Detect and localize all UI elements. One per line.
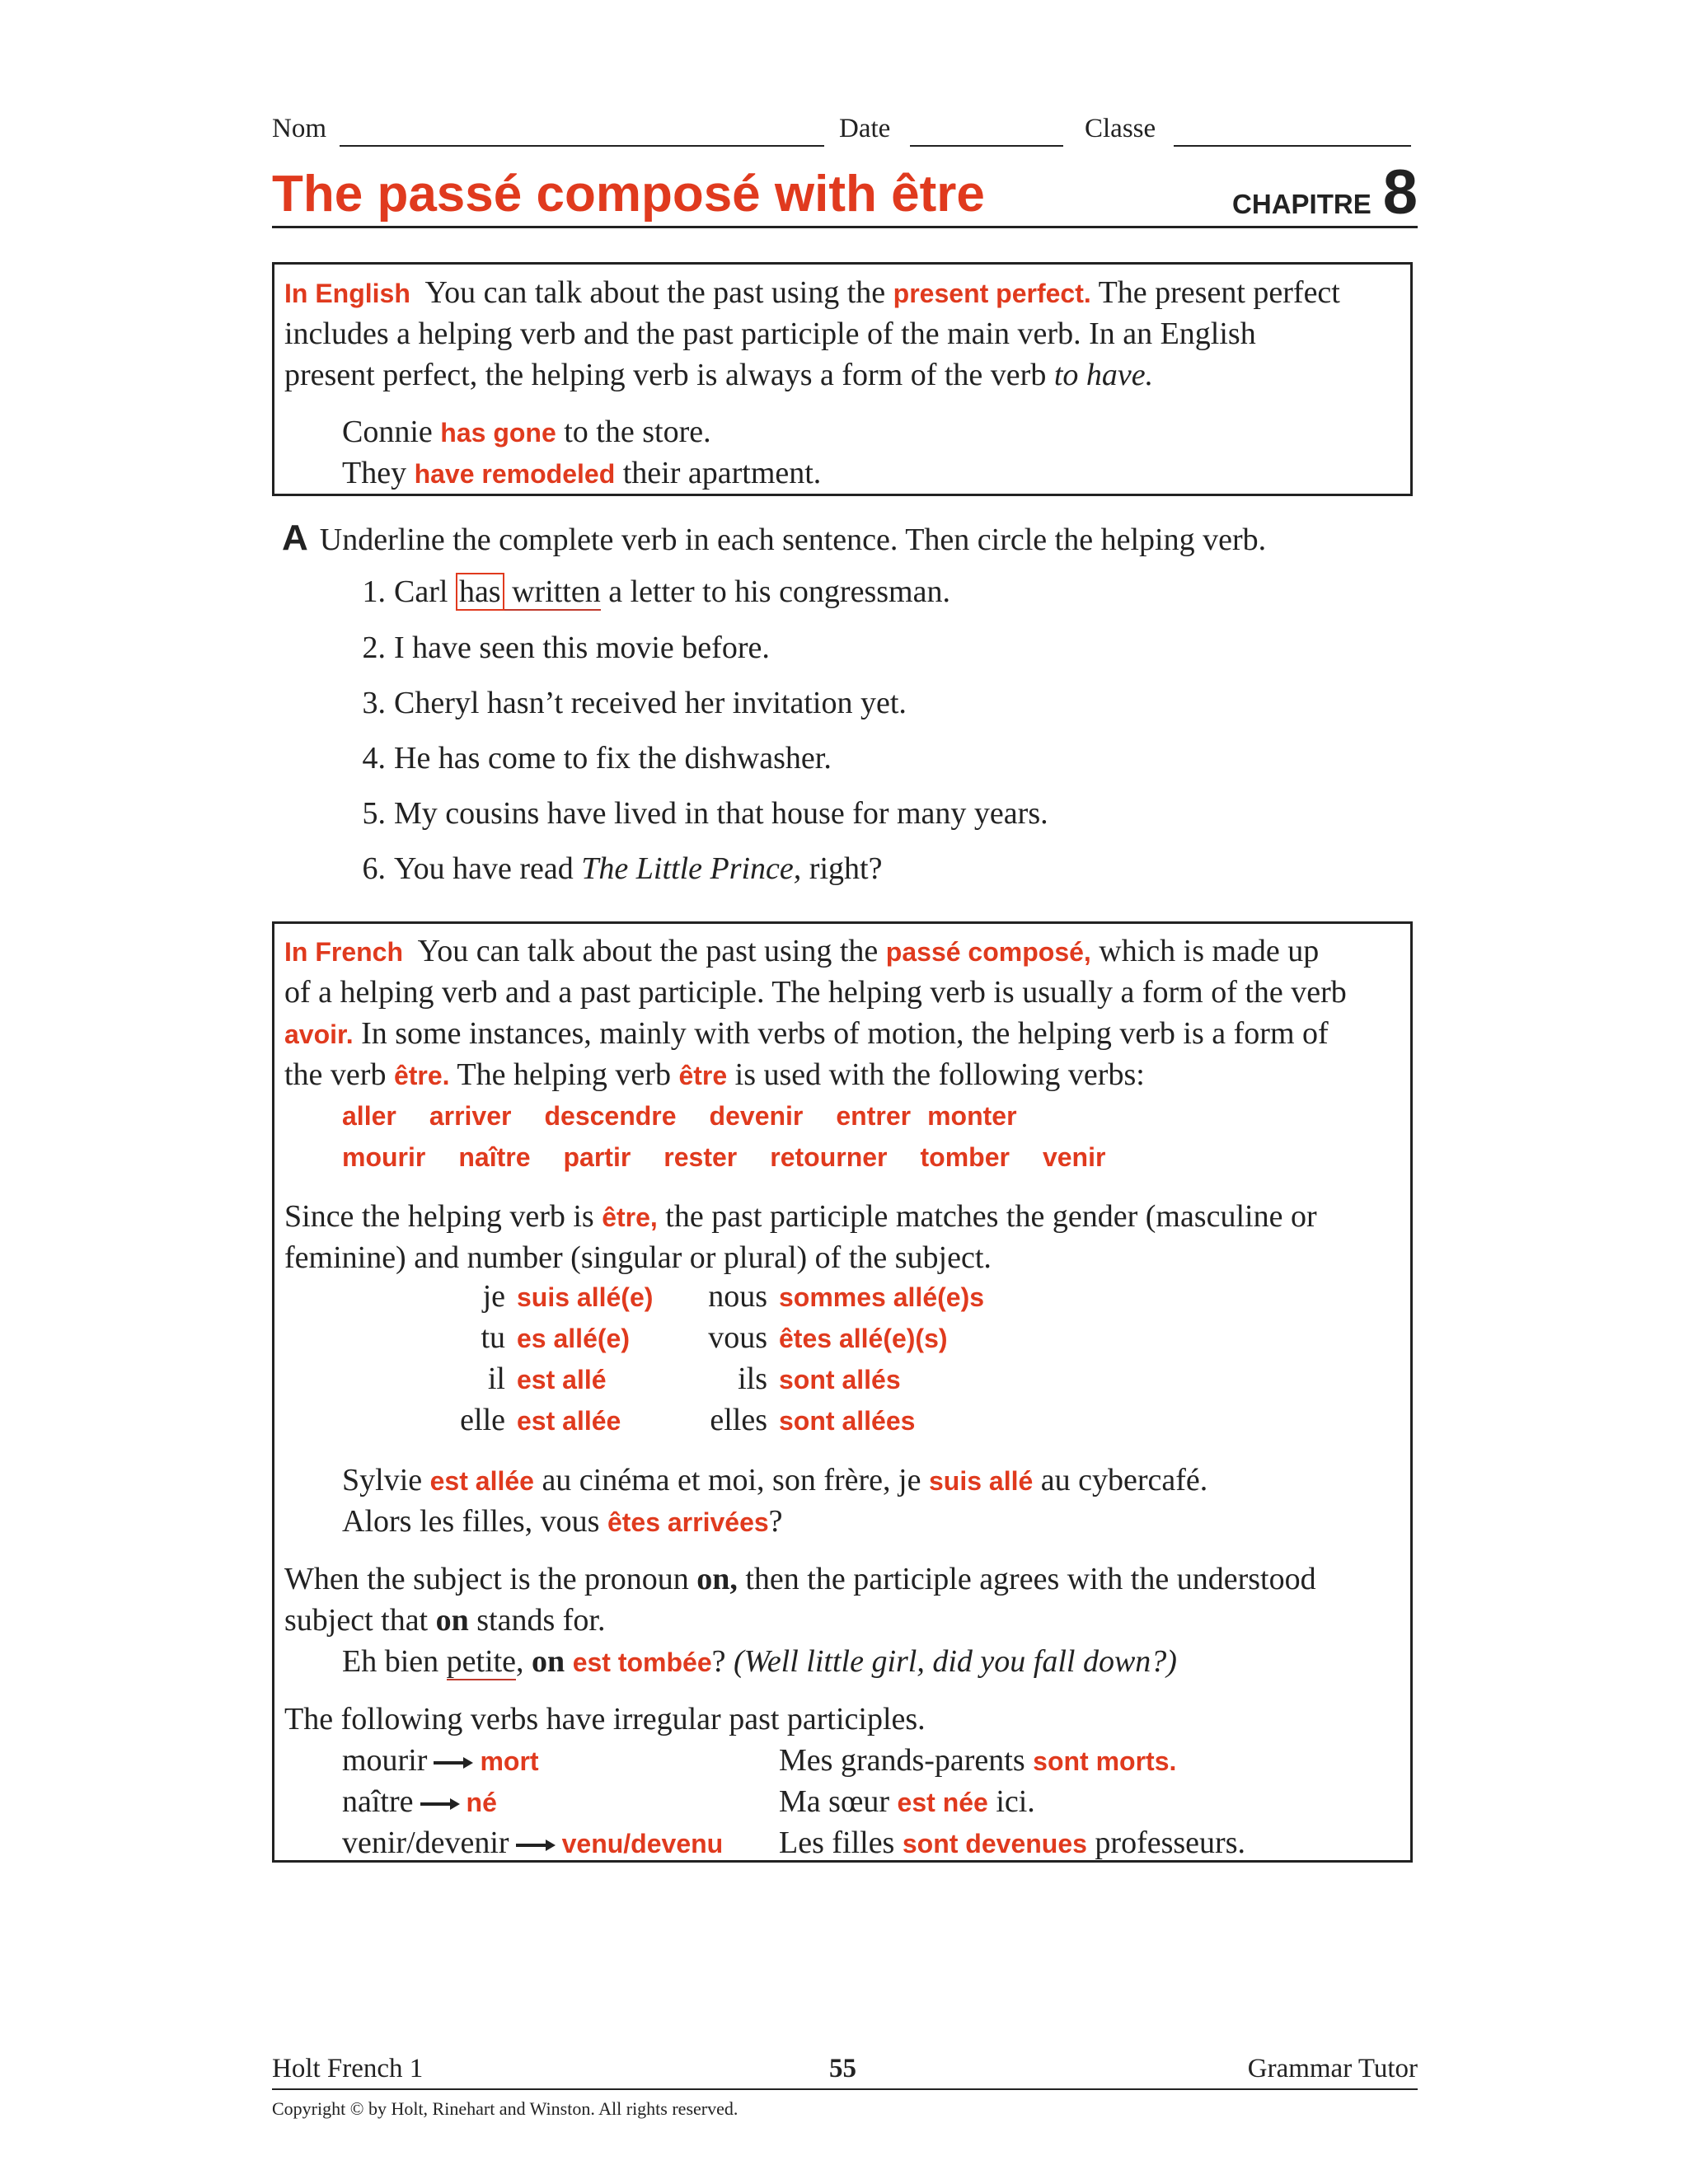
conj-row	[423, 1319, 630, 1356]
chapter-label: CHAPITRE	[1232, 189, 1372, 219]
pronoun: tu	[481, 1320, 505, 1355]
text: He has come to fix the dishwasher.	[394, 741, 832, 776]
verb: retourner	[770, 1142, 888, 1172]
text: stands for.	[476, 1603, 606, 1638]
nom-line[interactable]	[340, 145, 824, 147]
exercise-item[interactable]	[349, 685, 907, 721]
term: être.	[393, 1061, 450, 1090]
french-line-9: The following verbs have irregular past participles.	[284, 1702, 926, 1736]
verb-form: est allée	[517, 1406, 621, 1436]
text: Eh bien	[342, 1644, 439, 1679]
text: au cybercafé.	[1040, 1463, 1208, 1497]
instruction-text: Underline the complete verb in each sentence. Then circle the helping verb.	[319, 523, 1267, 557]
chapter-number: 8	[1382, 157, 1418, 227]
example-verb: have remodeled	[414, 459, 616, 489]
text: Carl	[394, 574, 448, 609]
classe-line[interactable]	[1174, 145, 1411, 147]
french-line-5	[284, 1196, 1317, 1238]
text: which is made up	[1099, 934, 1320, 968]
date-line[interactable]	[910, 145, 1063, 147]
english-line-3	[284, 354, 1153, 396]
french-line-2: of a helping verb and a past participle. The helping verb is usually a form of the verb	[284, 975, 1347, 1010]
page-number: 55	[829, 2054, 856, 2083]
text: the verb	[284, 1057, 387, 1092]
french-line-4	[284, 1054, 1145, 1096]
text: I have seen this movie before.	[394, 630, 770, 665]
pronoun: elles	[710, 1403, 767, 1437]
verb: partir	[563, 1142, 631, 1172]
item-number: 6.	[362, 851, 386, 886]
irregular-example	[779, 1781, 1035, 1823]
exercise-item[interactable]	[349, 795, 1048, 832]
conj-row	[678, 1319, 948, 1356]
conj-row	[423, 1278, 653, 1315]
verb: arriver	[429, 1101, 512, 1131]
english-explanation-box	[272, 262, 1413, 496]
conj-row	[423, 1402, 621, 1438]
english-example-1	[342, 411, 711, 453]
text: Les filles	[779, 1825, 895, 1860]
french-line-6: feminine) and number (singular or plural) of the subject.	[284, 1240, 992, 1275]
text: present perfect, the helping verb is always a form of the verb	[284, 358, 1047, 392]
item-number: 2.	[362, 630, 386, 665]
exercise-item[interactable]	[349, 574, 950, 610]
text: then the participle agrees with the understood	[745, 1562, 1316, 1596]
italic-title: The Little Prince,	[581, 851, 802, 886]
chapter-heading	[1232, 157, 1418, 228]
pronoun: elle	[460, 1403, 505, 1437]
term: avoir.	[284, 1019, 354, 1049]
text: Connie	[342, 415, 433, 449]
conj-row	[678, 1402, 915, 1438]
text: You can talk about the past using the	[424, 275, 886, 310]
verb-form: sont allées	[779, 1406, 916, 1436]
translation: (Well little girl, did you fall down?)	[734, 1644, 1177, 1679]
text: au cinéma et moi, son frère, je	[542, 1463, 921, 1497]
arrow-right-icon	[419, 1796, 462, 1812]
conj-row	[678, 1278, 984, 1315]
pronoun: nous	[708, 1279, 767, 1314]
infinitive: naître	[342, 1784, 414, 1819]
item-number: 4.	[362, 741, 386, 776]
verb-form: sont allés	[779, 1365, 901, 1394]
arrow-right-icon	[514, 1837, 557, 1854]
classe-label: Classe	[1085, 114, 1156, 143]
pronoun: ils	[738, 1361, 767, 1396]
french-example-2	[342, 1501, 783, 1543]
text: is used with the following verbs:	[734, 1057, 1145, 1092]
example-verb: est née	[897, 1788, 988, 1817]
french-example-3	[342, 1641, 1177, 1683]
conj-row	[423, 1361, 607, 1397]
text: You can talk about the past using the	[417, 934, 879, 968]
term: passé composé,	[885, 937, 1091, 967]
etre-verbs-row-2	[342, 1142, 1138, 1173]
text: Mes grands-parents	[779, 1743, 1025, 1778]
text: professeurs.	[1095, 1825, 1245, 1860]
bold-on: on	[435, 1603, 469, 1638]
example-verb: êtes arrivées	[607, 1507, 769, 1537]
bold-on: on	[532, 1644, 565, 1679]
french-example-1	[342, 1460, 1207, 1502]
italic-to-have: to have.	[1053, 358, 1154, 392]
bold-on: on,	[696, 1562, 738, 1596]
underlined-word: petite	[446, 1644, 517, 1679]
text: their apartment.	[622, 456, 822, 490]
arrow-right-icon	[432, 1755, 475, 1771]
verb: rester	[663, 1142, 738, 1172]
term: être	[678, 1061, 728, 1090]
text: ,	[516, 1644, 524, 1679]
french-line-8	[284, 1600, 605, 1641]
french-explanation-box	[272, 921, 1413, 1863]
text: a letter to his congressman.	[608, 574, 950, 609]
example-verb: sont devenues	[902, 1829, 1087, 1858]
text: ici.	[996, 1784, 1035, 1819]
underlined-main-verb: written	[512, 574, 601, 609]
footer-rule	[272, 2088, 1418, 2090]
exercise-letter: A	[282, 518, 308, 558]
english-line-2: includes a helping verb and the past participle of the main verb. In an English	[284, 316, 1256, 351]
text: right?	[809, 851, 883, 886]
text: Cheryl hasn’t received her invitation yet.	[394, 686, 907, 720]
french-line-1	[284, 930, 1319, 972]
english-example-2	[342, 452, 821, 494]
text: ?	[711, 1644, 726, 1679]
pronoun: je	[482, 1279, 505, 1314]
circled-helping-verb: has	[456, 573, 504, 611]
in-french-tag: In French	[284, 937, 404, 967]
exercise-item[interactable]	[349, 740, 832, 776]
item-number: 3.	[362, 686, 386, 720]
irregular-row	[342, 1822, 723, 1864]
student-info-header	[272, 114, 1418, 155]
verb-form: suis allé(e)	[517, 1282, 654, 1312]
verb-form: sommes allé(e)s	[779, 1282, 985, 1312]
verb: devenir	[709, 1101, 804, 1131]
exercise-item[interactable]	[349, 630, 770, 666]
nom-label: Nom	[272, 114, 326, 143]
verb-form: es allé(e)	[517, 1324, 630, 1353]
exercise-item[interactable]	[349, 851, 882, 887]
text: They	[342, 456, 407, 490]
text: Alors les filles, vous	[342, 1504, 600, 1539]
text: The helping verb	[457, 1057, 671, 1092]
past-participle: né	[466, 1788, 497, 1817]
text: Ma sœur	[779, 1784, 890, 1819]
book-title: Holt French 1	[272, 2054, 424, 2083]
example-verb: has gone	[440, 418, 556, 448]
text: the past participle matches the gender (masculine or	[665, 1199, 1317, 1234]
example-verb: sont morts.	[1033, 1746, 1177, 1776]
irregular-row	[342, 1740, 539, 1782]
verb: aller	[342, 1101, 396, 1131]
term: être,	[602, 1202, 658, 1232]
text: My cousins have lived in that house for many years.	[394, 796, 1048, 831]
verb: entrer	[836, 1101, 912, 1131]
item-number: 1.	[362, 574, 386, 609]
verb: mourir	[342, 1142, 426, 1172]
past-participle: mort	[480, 1746, 539, 1776]
etre-verbs-row-1	[342, 1101, 1050, 1132]
text: The present perfect	[1098, 275, 1340, 310]
pronoun: vous	[708, 1320, 767, 1355]
series-name: Grammar Tutor	[1247, 2054, 1418, 2083]
term-present-perfect: present perfect.	[893, 279, 1091, 308]
verb: tomber	[920, 1142, 1010, 1172]
text: You have read	[394, 851, 574, 886]
verb-form: êtes allé(e)(s)	[779, 1324, 948, 1353]
verb: venir	[1042, 1142, 1106, 1172]
irregular-example	[779, 1822, 1245, 1864]
irregular-row	[342, 1781, 497, 1823]
conj-row	[678, 1361, 901, 1397]
past-participle: venu/devenu	[561, 1829, 724, 1858]
text: subject that	[284, 1603, 429, 1638]
copyright: Copyright © by Holt, Rinehart and Winston. All rights reserved.	[272, 2098, 738, 2119]
text: When the subject is the pronoun	[284, 1562, 689, 1596]
example-verb: est allée	[429, 1466, 534, 1496]
infinitive: venir/devenir	[342, 1825, 509, 1860]
verb: naître	[458, 1142, 531, 1172]
item-number: 5.	[362, 796, 386, 831]
pronoun: il	[487, 1361, 505, 1396]
verb: monter	[927, 1101, 1017, 1131]
exercise-a-instruction	[282, 518, 1266, 559]
text: ?	[768, 1504, 783, 1539]
worksheet-page	[272, 0, 1418, 2184]
text: In some instances, mainly with verbs of motion, the helping verb is a form of	[361, 1016, 1329, 1051]
verb-form: est allé	[517, 1365, 607, 1394]
french-line-7	[284, 1558, 1316, 1600]
title-rule	[272, 226, 1418, 228]
date-label: Date	[839, 114, 891, 143]
text: Sylvie	[342, 1463, 423, 1497]
example-verb: est tombée	[572, 1647, 712, 1677]
french-line-3	[284, 1013, 1329, 1055]
infinitive: mourir	[342, 1743, 428, 1778]
page-title: The passé composé with être	[272, 166, 985, 223]
in-english-tag: In English	[284, 279, 410, 308]
english-line-1	[284, 272, 1340, 314]
verb: descendre	[544, 1101, 677, 1131]
irregular-example	[779, 1740, 1176, 1782]
text: Since the helping verb is	[284, 1199, 594, 1234]
example-verb: suis allé	[928, 1466, 1034, 1496]
text: to the store.	[564, 415, 711, 449]
